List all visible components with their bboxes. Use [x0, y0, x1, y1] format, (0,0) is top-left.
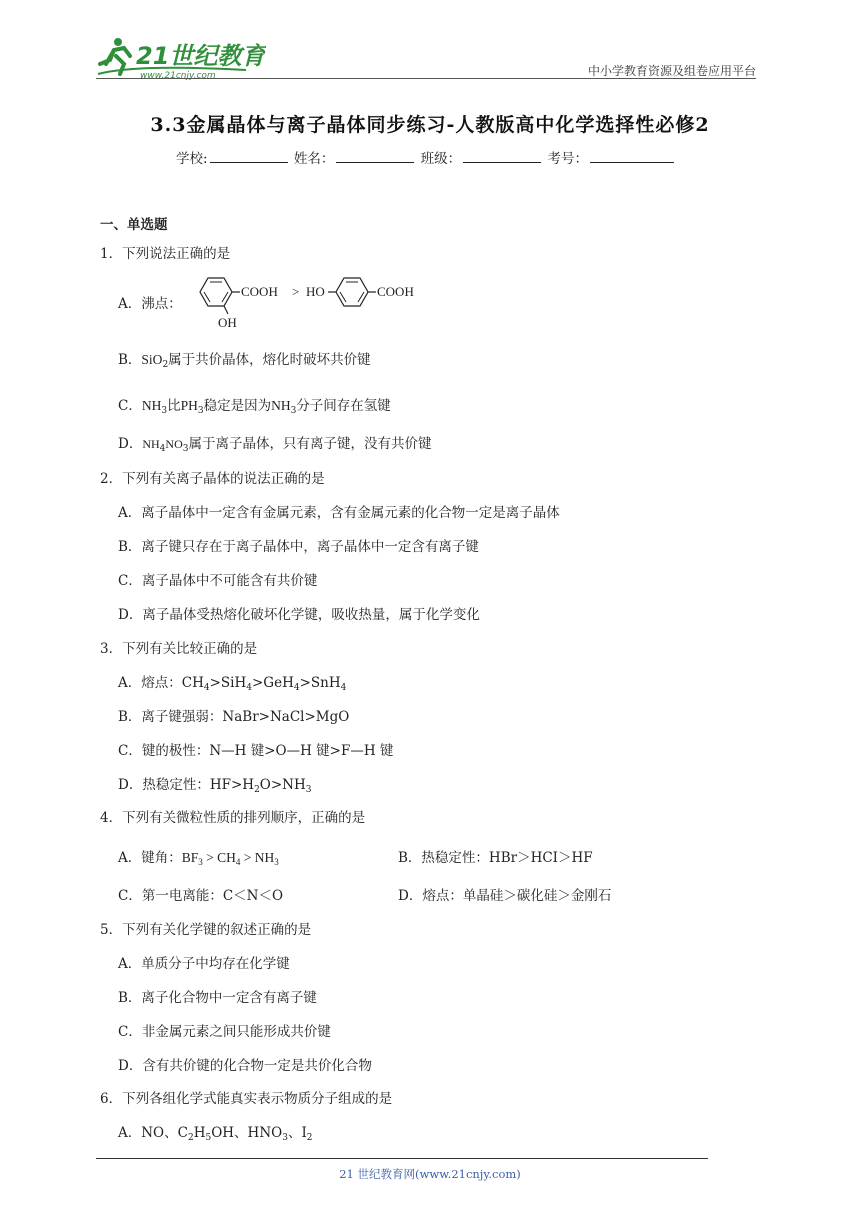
q6-option-a: A．NO、$C_2H_5OH$、$HNO_3$、$I_2$ [118, 1125, 313, 1143]
question-1-stem: 1．下列说法正确的是 [100, 246, 231, 262]
footer-link[interactable]: 21 世纪教育网(www.21cnjy.com) [339, 1167, 521, 1181]
school-blank[interactable] [210, 149, 288, 163]
name-label: 姓名： [293, 151, 335, 167]
svg-text:OH: OH [218, 315, 237, 330]
svg-text:COOH: COOH [377, 284, 414, 299]
class-label: 班级： [420, 151, 462, 167]
question-3-stem: 3．下列有关比较正确的是 [100, 641, 258, 657]
q4-option-c: C．第一电离能：C＜N＜O [118, 888, 284, 904]
header-platform-text: 中小学教育资源及组卷应用平台 [587, 64, 756, 78]
runner-logo-icon [96, 34, 266, 82]
q2-option-c: C．离子晶体中不可能含有共价键 [118, 573, 318, 589]
q2-option-b: B．离子键只存在于离子晶体中，离子晶体中一定含有离子键 [118, 539, 479, 555]
section-title: 一、单选题 [100, 217, 168, 233]
school-label: 学校: [176, 151, 208, 167]
q3-option-b: B．离子键强弱：NaBr>NaCl>MgO [118, 709, 350, 725]
exam-no-blank[interactable] [590, 149, 674, 163]
salicylic-acid-vs-hydroxybenzoic-icon [188, 270, 438, 332]
question-2-stem: 2．下列有关离子晶体的说法正确的是 [100, 471, 325, 487]
q3-option-a: A．熔点：$CH_4>SiH_4>GeH_4>SnH_4$ [118, 675, 347, 693]
question-4-stem: 4．下列有关微粒性质的排列顺序，正确的是 [100, 810, 366, 826]
page-title: 3.3金属晶体与离子晶体同步练习-人教版高中化学选择性必修2 [150, 114, 710, 136]
q3-option-c: C．键的极性：N—H 键>O—H 键>F—H 键 [118, 743, 394, 759]
svg-text:COOH: COOH [241, 284, 278, 299]
question-6-stem: 6．下列各组化学式能真实表示物质分子组成的是 [100, 1091, 393, 1107]
q1-option-d: D．$NH_4NO_3$属于离子晶体，只有离子键，没有共价键 [118, 436, 432, 454]
class-blank[interactable] [463, 149, 541, 163]
q3-option-d: D．热稳定性：$HF>H_2O>NH_3$ [118, 777, 312, 795]
q2-option-a: A．离子晶体中一定含有金属元素，含有金属元素的化合物一定是离子晶体 [118, 505, 560, 521]
q2-option-d: D．离子晶体受热熔化破坏化学键，吸收热量，属于化学变化 [118, 607, 480, 623]
q5-option-d: D．含有共价键的化合物一定是共价化合物 [118, 1058, 372, 1074]
q5-option-a: A．单质分子中均存在化学键 [118, 956, 290, 972]
footer-divider [96, 1158, 708, 1159]
svg-text:HO: HO [306, 284, 325, 299]
q5-option-c: C．非金属元素之间只能形成共价键 [118, 1024, 331, 1040]
q1-option-c: C．$NH_3$比$PH_3$稳定是因为$NH_3$分子间存在氢键 [118, 398, 391, 416]
exam-no-label: 考号： [547, 151, 588, 167]
site-logo [96, 34, 266, 82]
q5-option-b: B．离子化合物中一定含有离子键 [118, 990, 317, 1006]
student-info-line [176, 147, 676, 167]
q4-option-b: B．热稳定性：HBr＞HCI＞HF [398, 850, 593, 866]
svg-text:>: > [292, 284, 300, 299]
svg-text:www.21cnjy.com: www.21cnjy.com [140, 71, 216, 81]
q1-option-a-structure [188, 270, 438, 336]
q4-option-d: D．熔点：单晶硅＞碳化硅＞金刚石 [398, 888, 612, 904]
q1-option-a-label: A．沸点： [118, 296, 182, 312]
svg-text:21世纪教育: 21世纪教育 [136, 42, 266, 70]
name-blank[interactable] [336, 149, 414, 163]
q4-option-a: A．键角：$BF_3 > CH_4 > NH_3$ [118, 850, 279, 867]
header-divider [96, 78, 756, 79]
question-5-stem: 5．下列有关化学键的叙述正确的是 [100, 922, 312, 938]
q1-option-b: B．SiO$_2$属于共价晶体，熔化时破坏共价键 [118, 352, 371, 370]
